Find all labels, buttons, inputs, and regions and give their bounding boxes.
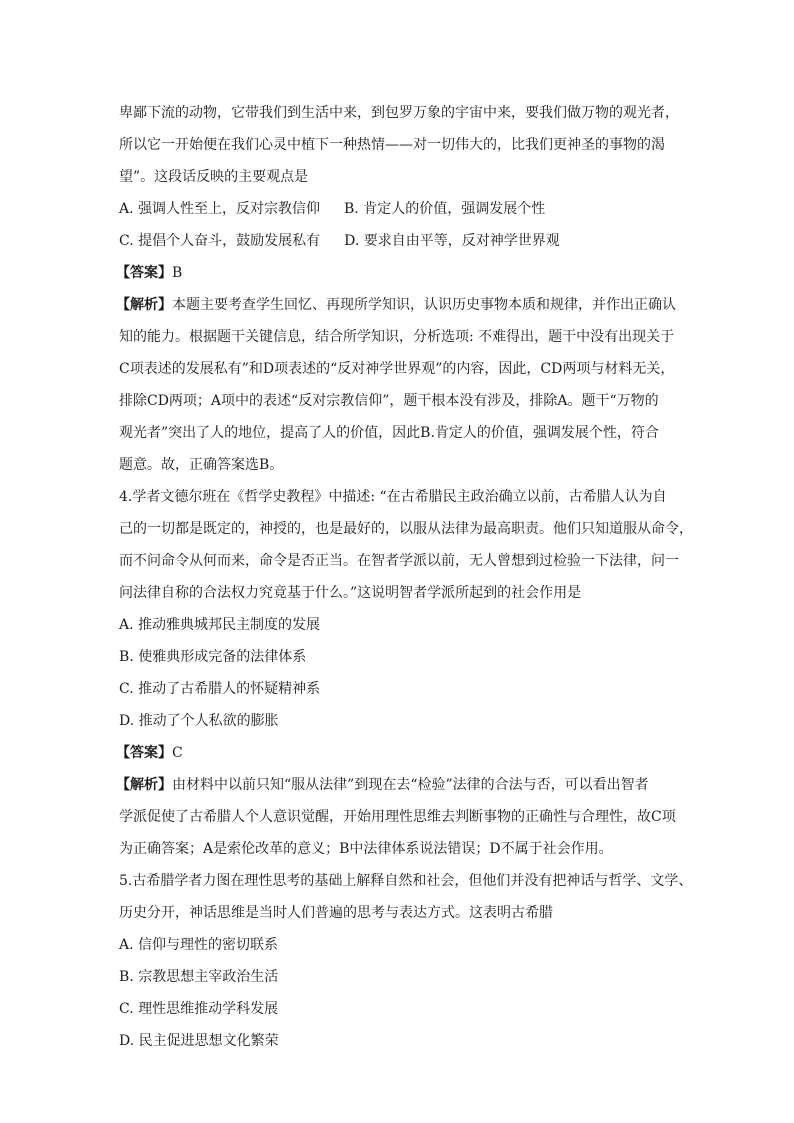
q4-analysis-line: 学派促使了古希腊人个人意识觉醒，开始用理性思维去判断事物的正确性与合理性，故C项	[119, 809, 676, 825]
text-line: 卑鄙下流的动物，它带我们到生活中来，到包罗万象的宇宙中来，要我们做万物的观光者，	[119, 105, 679, 121]
q3-option-a: A. 强调人性至上，反对宗教信仰	[119, 201, 321, 217]
q5-option-a: A. 信仰与理性的密切联系	[119, 937, 279, 953]
q3-options-row-2	[119, 232, 560, 250]
q4-option-b: B. 使雅典形成完备的法律体系	[119, 649, 307, 665]
q3-analysis-line: 排除CD两项；A项中的表述“反对宗教信仰”，题干根本没有涉及，排除A。题干“万物的	[119, 393, 659, 409]
q5-stem-line: 5.古希腊学者力图在理性思考的基础上解释自然和社会，但他们并没有把神话与哲学、文学、	[119, 873, 693, 889]
q5-option-b: B. 宗教思想主宰政治生活	[119, 969, 279, 985]
analysis-tag: 【解析】	[116, 777, 172, 793]
q3-analysis-line: 知的能力。根据题干关键信息，结合所学知识，分析选项: 不难得出，题干中没有出现关于	[119, 329, 675, 345]
q4-stem-line: 4.学者文德尔班在《哲学史教程》中描述: “在古希腊民主政治确立以前，古希腊人认为自	[119, 489, 667, 505]
q3-analysis-line: 观光者”突出了人的地位，提高了人的价值，因此B.肯定人的价值，强调发展个性，符合	[119, 425, 659, 441]
text-line: 所以它一开始便在我们心灵中植下一种热情——对一切伟大的，比我们更神圣的事物的渴	[119, 137, 665, 153]
q4-stem-line: 问法律自称的合法权力究竟基于什么。”这说明智者学派所起到的社会作用是	[119, 585, 582, 601]
q3-options-row-1	[119, 200, 545, 218]
q4-analysis-line: 【解析】由材料中以前只知“服从法律”到现在去“检验”法律的合法与否，可以看出智者	[116, 777, 649, 793]
q4-option-c: C. 推动了古希腊人的怀疑精神系	[119, 681, 321, 697]
answer-value: B	[172, 265, 183, 281]
q4-stem-line: 己的一切都是既定的，神授的，也是最好的，以服从法律为最高职责。他们只知道服从命令，	[119, 521, 693, 537]
q4-stem-line: 而不问命令从何而来，命令是否正当。在智者学派以前，无人曾想到过检验一下法律，问一	[119, 553, 679, 569]
answer-tag: 【答案】	[116, 745, 172, 761]
text-line: 望”。这段话反映的主要观点是	[119, 169, 309, 185]
q3-answer	[116, 264, 182, 282]
answer-value: C	[172, 745, 183, 761]
q4-option-a: A. 推动雅典城邦民主制度的发展	[119, 617, 321, 633]
q3-analysis-line: 【解析】本题主要考查学生回忆、再现所学知识，认识历史事物本质和规律，并作出正确认	[116, 297, 676, 313]
q3-option-d: D. 要求自由平等，反对神学世界观	[344, 233, 560, 249]
q3-option-b: B. 肯定人的价值，强调发展个性	[344, 201, 546, 217]
q3-analysis-line: 题意。故，正确答案选B。	[119, 457, 284, 473]
q4-answer	[116, 744, 183, 762]
q5-option-d: D. 民主促进思想文化繁荣	[119, 1033, 279, 1049]
q4-analysis-line: 为正确答案；A是索伦改革的意义；B中法律体系说法错误；D不属于社会作用。	[119, 841, 613, 857]
q5-option-c: C. 理性思维推动学科发展	[119, 1001, 279, 1017]
q4-option-d: D. 推动了个人私欲的膨胀	[119, 713, 279, 729]
q3-analysis-line: C项表述的发展私有”和D项表述的“反对神学世界观”的内容，因此，CD两项与材料无关，	[119, 361, 675, 377]
analysis-tag: 【解析】	[116, 297, 172, 313]
answer-tag: 【答案】	[116, 265, 172, 281]
q5-stem-line: 历史分开，神话思维是当时人们普遍的思考与表达方式。这表明古希腊	[119, 905, 553, 921]
q3-option-c: C. 提倡个人奋斗，鼓励发展私有	[119, 233, 321, 249]
